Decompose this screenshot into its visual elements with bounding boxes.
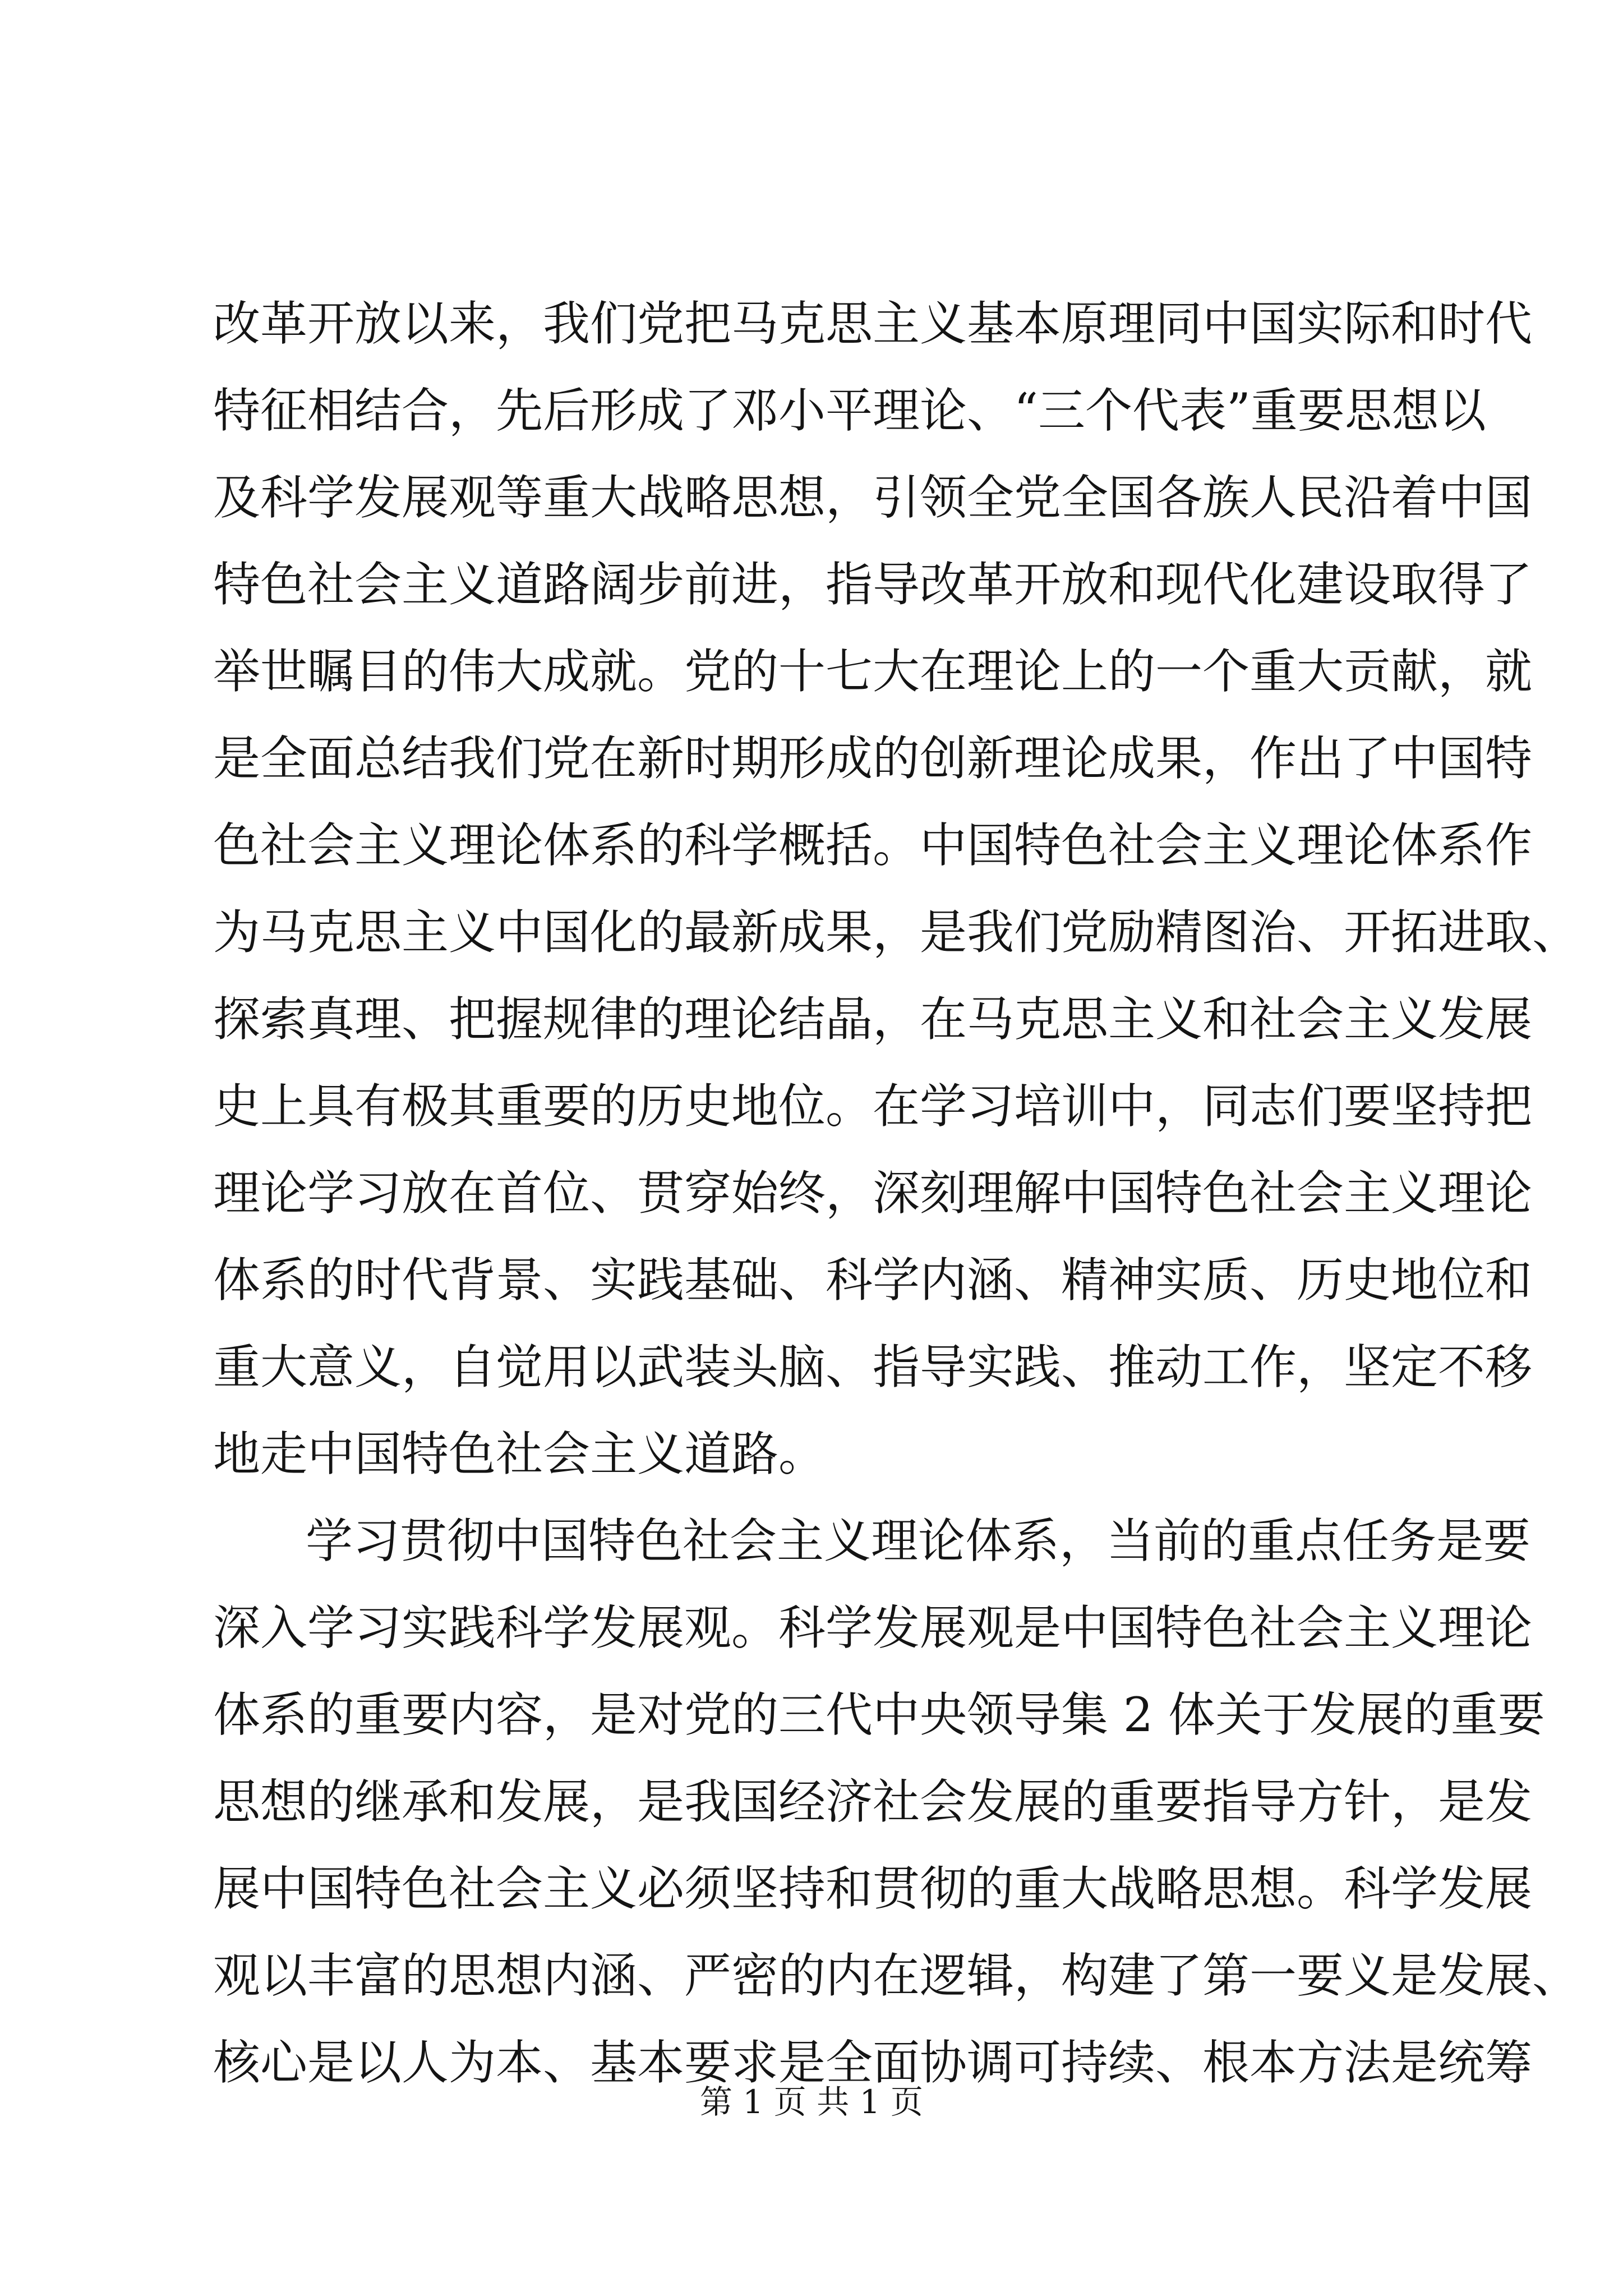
text-line: 理论学习放在首位、贯穿始终，深刻理解中国特色社会主义理论 xyxy=(213,1166,1533,1221)
text-line: 展中国特色社会主义必须坚持和贯彻的重大战略思想。科学发展 xyxy=(213,1861,1533,1916)
text-line: 核心是以人为本、基本要求是全面协调可持续、根本方法是统筹 xyxy=(213,2035,1533,2090)
text-line: 思想的继承和发展，是我国经济社会发展的重要指导方针，是发 xyxy=(213,1774,1533,1829)
text-line: 体系的时代背景、实践基础、科学内涵、精神实质、历史地位和 xyxy=(213,1253,1533,1308)
text-line: 为马克思主义中国化的最新成果，是我们党励精图治、开拓进取、 xyxy=(213,905,1580,960)
text-line: 史上具有极其重要的历史地位。在学习培训中，同志们要坚持把 xyxy=(213,1079,1533,1134)
text-line: 特征相结合，先后形成了邓小平理论、“三个代表”重要思想以 xyxy=(213,383,1486,438)
text-line: 改革开放以来，我们党把马克思主义基本原理同中国实际和时代 xyxy=(213,296,1533,351)
text-line: 是全面总结我们党在新时期形成的创新理论成果，作出了中国特 xyxy=(213,731,1533,786)
text-line: 深入学习实践科学发展观。科学发展观是中国特色社会主义理论 xyxy=(213,1600,1533,1655)
text-line: 特色社会主义道路阔步前进，指导改革开放和现代化建设取得了 xyxy=(213,557,1533,612)
text-line: 地走中国特色社会主义道路。 xyxy=(213,1427,826,1481)
text-line: 观以丰富的思想内涵、严密的内在逻辑，构建了第一要义是发展、 xyxy=(213,1948,1580,2003)
page-footer: 第 1 页 共 1 页 xyxy=(700,2083,923,2121)
text-line: 及科学发展观等重大战略思想，引领全党全国各族人民沿着中国 xyxy=(213,470,1533,525)
paragraph-first-line: 学习贯彻中国特色社会主义理论体系，当前的重点任务是要 xyxy=(306,1513,1531,1568)
text-line: 色社会主义理论体系的科学概括。中国特色社会主义理论体系作 xyxy=(213,818,1533,873)
text-line: 体系的重要内容，是对党的三代中央领导集 2 体关于发展的重要 xyxy=(213,1687,1545,1742)
text-line: 探索真理、把握规律的理论结晶，在马克思主义和社会主义发展 xyxy=(213,992,1533,1047)
text-line: 举世瞩目的伟大成就。党的十七大在理论上的一个重大贡献，就 xyxy=(213,644,1533,699)
text-line: 重大意义，自觉用以武装头脑、指导实践、推动工作，坚定不移 xyxy=(213,1340,1533,1395)
